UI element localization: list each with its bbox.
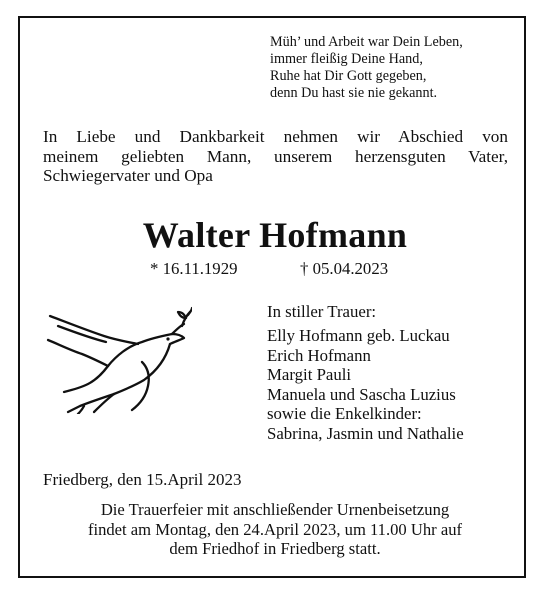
mourner-line: Sabrina, Jasmin und Nathalie bbox=[267, 423, 464, 443]
mourner-line: Margit Pauli bbox=[267, 365, 352, 384]
mourners-list bbox=[267, 302, 464, 443]
intro-line: In Liebe und Dankbarkeit nehmen wir Abschied von bbox=[43, 127, 508, 146]
mourners-heading: In stiller Trauer: bbox=[267, 302, 377, 321]
intro-line: Schwiegervater und Opa bbox=[43, 166, 213, 185]
mourner-line: Manuela und Sascha Luzius bbox=[267, 384, 456, 404]
intro-line: meinem geliebten Mann, unserem herzensguten Vater, bbox=[43, 146, 508, 166]
service-info bbox=[0, 500, 550, 559]
place-date: Friedberg, den 15.April 2023 bbox=[43, 470, 242, 489]
poem-line: denn Du hast sie nie gekannt. bbox=[270, 85, 438, 101]
poem bbox=[270, 34, 463, 102]
mourner-line: Elly Hofmann geb. Luckau bbox=[267, 326, 450, 345]
poem-line: Ruhe hat Dir Gott gegeben, bbox=[270, 68, 427, 84]
intro-text bbox=[43, 127, 508, 186]
deceased-name: Walter Hofmann bbox=[142, 215, 408, 255]
poem-line: Müh’ und Arbeit war Dein Leben, bbox=[270, 34, 463, 50]
poem-line: immer fleißig Deine Hand, bbox=[270, 51, 423, 67]
service-line: findet am Montag, den 24.April 2023, um 11.00 Uhr auf bbox=[87, 519, 463, 539]
service-line: Die Trauerfeier mit anschließender Urnenbeisetzung bbox=[100, 500, 450, 519]
birth-date: * 16.11.1929 bbox=[150, 259, 238, 278]
dove-with-olive-branch-icon bbox=[44, 306, 192, 414]
service-line: dem Friedhof in Friedberg statt. bbox=[169, 539, 381, 559]
mourner-line: sowie die Enkelkinder: bbox=[267, 404, 422, 423]
death-date: † 05.04.2023 bbox=[300, 259, 389, 278]
mourner-line: Erich Hofmann bbox=[267, 345, 371, 365]
